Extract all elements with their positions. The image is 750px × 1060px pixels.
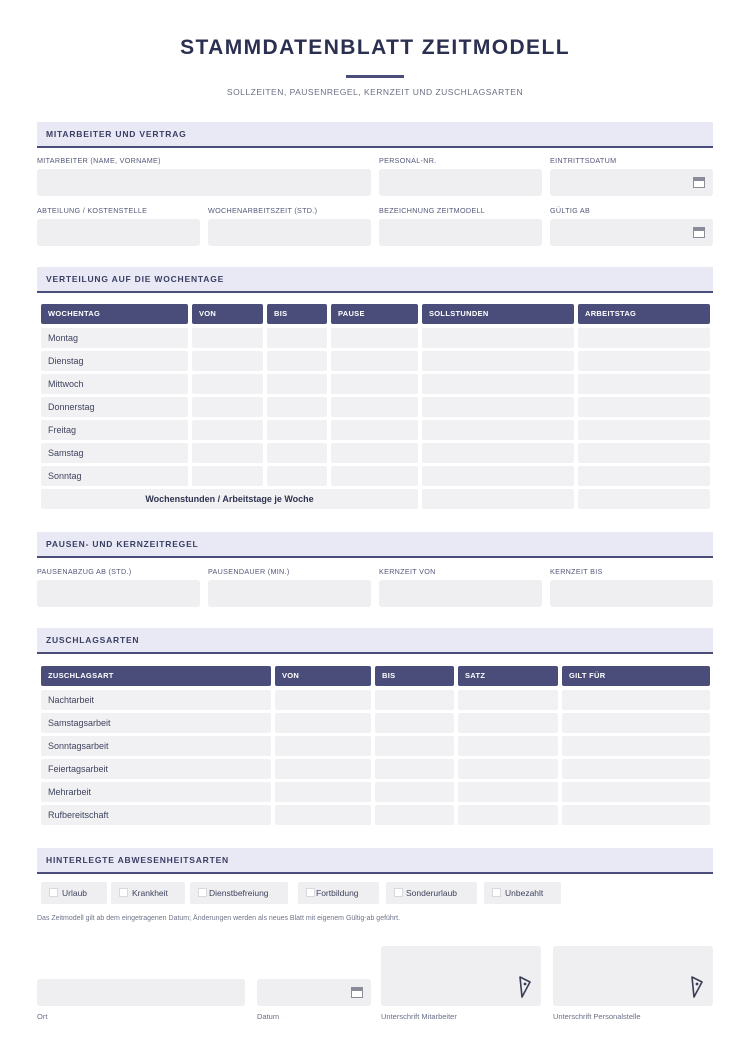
week-cell-bis[interactable] bbox=[267, 351, 327, 371]
surcharge-cell-bis[interactable] bbox=[375, 805, 454, 825]
label-name: MITARBEITER (NAME, VORNAME) bbox=[37, 156, 161, 165]
surcharge-cell-bis[interactable] bbox=[375, 736, 454, 756]
section-header-zuschlagsarten: ZUSCHLAGSARTEN bbox=[37, 628, 713, 654]
surcharge-cell-von[interactable] bbox=[275, 782, 371, 802]
label-unterschrift-mitarbeiter: Unterschrift Mitarbeiter bbox=[381, 1012, 457, 1021]
surcharge-cell-satz[interactable] bbox=[458, 805, 558, 825]
column-header-zuschlagsart: ZUSCHLAGSART bbox=[41, 666, 271, 686]
title-underline bbox=[346, 75, 404, 78]
signature-box-personalstelle[interactable] bbox=[553, 946, 713, 1006]
wochenarbeitszeit-field[interactable] bbox=[208, 219, 371, 246]
week-cell-pause[interactable] bbox=[331, 420, 418, 440]
name-field[interactable] bbox=[37, 169, 371, 196]
week-cell-sollstunden[interactable] bbox=[422, 374, 574, 394]
day-label: Sonntag bbox=[41, 466, 188, 486]
label-ort: Ort bbox=[37, 1012, 48, 1021]
column-header-bis: BIS bbox=[267, 304, 327, 324]
pen-nib-icon bbox=[517, 976, 531, 998]
checkbox-label: Dienstbefreiung bbox=[209, 888, 269, 898]
checkbox-label: Sonderurlaub bbox=[406, 888, 458, 898]
label-unterschrift-personalstelle: Unterschrift Personalstelle bbox=[553, 1012, 641, 1021]
surcharge-cell-gilt-fuer[interactable] bbox=[562, 690, 710, 710]
abteilung-field[interactable] bbox=[37, 219, 200, 246]
week-cell-sollstunden[interactable] bbox=[422, 466, 574, 486]
checkbox-box[interactable] bbox=[394, 888, 403, 897]
week-cell-pause[interactable] bbox=[331, 466, 418, 486]
surcharge-cell-von[interactable] bbox=[275, 759, 371, 779]
week-cell-arbeitstag[interactable] bbox=[578, 420, 710, 440]
label-eintrittsdatum: EINTRITTSDATUM bbox=[550, 156, 617, 165]
column-header-pause: PAUSE bbox=[331, 304, 418, 324]
signature-box-mitarbeiter[interactable] bbox=[381, 946, 541, 1006]
day-label: Samstag bbox=[41, 443, 188, 463]
section-header-abwesenheitsarten: HINTERLEGTE ABWESENHEITSARTEN bbox=[37, 848, 713, 874]
checkbox-box[interactable] bbox=[306, 888, 315, 897]
ort-field[interactable] bbox=[37, 979, 245, 1006]
week-cell-bis[interactable] bbox=[267, 397, 327, 417]
label-datum: Datum bbox=[257, 1012, 280, 1021]
surcharge-cell-satz[interactable] bbox=[458, 736, 558, 756]
week-cell-von[interactable] bbox=[192, 351, 263, 371]
checkbox-label: Fortbildung bbox=[316, 888, 359, 898]
surcharge-label: Sonntagsarbeit bbox=[41, 736, 271, 756]
surcharge-cell-gilt-fuer[interactable] bbox=[562, 759, 710, 779]
label-gueltig-ab: GÜLTIG AB bbox=[550, 206, 591, 215]
bezeichnung-field[interactable] bbox=[379, 219, 542, 246]
label-personal-nr: PERSONAL-NR. bbox=[379, 156, 437, 165]
section-header-wochentage: VERTEILUNG AUF DIE WOCHENTAGE bbox=[37, 267, 713, 293]
week-cell-arbeitstag[interactable] bbox=[578, 443, 710, 463]
week-cell-pause[interactable] bbox=[331, 443, 418, 463]
label-kernzeit-von: KERNZEIT VON bbox=[379, 567, 436, 576]
surcharge-label: Rufbereitschaft bbox=[41, 805, 271, 825]
day-label: Dienstag bbox=[41, 351, 188, 371]
checkbox-krankheit[interactable] bbox=[111, 882, 185, 904]
column-header-bis: BIS bbox=[375, 666, 454, 686]
calendar-icon[interactable] bbox=[693, 227, 705, 238]
week-cell-bis[interactable] bbox=[267, 328, 327, 348]
surcharge-cell-gilt-fuer[interactable] bbox=[562, 782, 710, 802]
surcharge-cell-von[interactable] bbox=[275, 736, 371, 756]
week-cell-pause[interactable] bbox=[331, 328, 418, 348]
surcharge-cell-von[interactable] bbox=[275, 805, 371, 825]
kernzeit-bis-field[interactable] bbox=[550, 580, 713, 607]
checkbox-label: Krankheit bbox=[132, 888, 168, 898]
datum-field[interactable] bbox=[257, 979, 371, 1006]
week-cell-von[interactable] bbox=[192, 374, 263, 394]
column-header-satz: SATZ bbox=[458, 666, 558, 686]
surcharge-cell-satz[interactable] bbox=[458, 759, 558, 779]
week-cell-arbeitstag[interactable] bbox=[578, 374, 710, 394]
surcharge-label: Nachtarbeit bbox=[41, 690, 271, 710]
surcharge-label: Samstagsarbeit bbox=[41, 713, 271, 733]
day-label: Mittwoch bbox=[41, 374, 188, 394]
week-cell-von[interactable] bbox=[192, 328, 263, 348]
week-cell-bis[interactable] bbox=[267, 420, 327, 440]
week-cell-von[interactable] bbox=[192, 443, 263, 463]
pausendauer-field[interactable] bbox=[208, 580, 371, 607]
day-label: Donnerstag bbox=[41, 397, 188, 417]
column-header-sollstunden: SOLLSTUNDEN bbox=[422, 304, 574, 324]
surcharge-label: Mehrarbeit bbox=[41, 782, 271, 802]
gueltig-ab-field[interactable] bbox=[550, 219, 713, 246]
label-wochenarbeitszeit: WOCHENARBEITSZEIT (STD.) bbox=[208, 206, 318, 215]
surcharge-cell-gilt-fuer[interactable] bbox=[562, 713, 710, 733]
validity-note: Das Zeitmodell gilt ab dem eingetragenen Datum; Änderungen werden als neues Blatt mit eigenem Gültig-ab geführt. bbox=[37, 915, 401, 922]
surcharge-cell-gilt-fuer[interactable] bbox=[562, 736, 710, 756]
page-subtitle: SOLLZEITEN, PAUSENREGEL, KERNZEIT UND ZUSCHLAGSARTEN bbox=[226, 87, 524, 97]
week-cell-bis[interactable] bbox=[267, 466, 327, 486]
column-header-arbeitstag: ARBEITSTAG bbox=[578, 304, 710, 324]
surcharge-cell-von[interactable] bbox=[275, 690, 371, 710]
surcharge-cell-bis[interactable] bbox=[375, 759, 454, 779]
summary-sollstunden-cell[interactable] bbox=[422, 489, 574, 509]
column-header-gilt-fuer: GILT FÜR bbox=[562, 666, 710, 686]
column-header-von: VON bbox=[275, 666, 371, 686]
week-cell-von[interactable] bbox=[192, 466, 263, 486]
surcharge-cell-bis[interactable] bbox=[375, 782, 454, 802]
eintrittsdatum-field[interactable] bbox=[550, 169, 713, 196]
week-cell-arbeitstag[interactable] bbox=[578, 466, 710, 486]
week-cell-arbeitstag[interactable] bbox=[578, 397, 710, 417]
checkbox-box[interactable] bbox=[198, 888, 207, 897]
checkbox-fortbildung[interactable] bbox=[298, 882, 379, 904]
week-cell-arbeitstag[interactable] bbox=[578, 351, 710, 371]
surcharge-cell-bis[interactable] bbox=[375, 713, 454, 733]
week-cell-von[interactable] bbox=[192, 420, 263, 440]
surcharge-cell-satz[interactable] bbox=[458, 782, 558, 802]
checkbox-unbezahlt[interactable] bbox=[484, 882, 561, 904]
checkbox-sonderurlaub[interactable] bbox=[386, 882, 477, 904]
checkbox-box[interactable] bbox=[119, 888, 128, 897]
surcharge-cell-satz[interactable] bbox=[458, 713, 558, 733]
personal-nr-field[interactable] bbox=[379, 169, 542, 196]
week-cell-sollstunden[interactable] bbox=[422, 420, 574, 440]
surcharge-label: Feiertagsarbeit bbox=[41, 759, 271, 779]
section-header-mitarbeiter: MITARBEITER UND VERTRAG bbox=[37, 122, 713, 148]
calendar-icon[interactable] bbox=[693, 177, 705, 188]
label-kernzeit-bis: KERNZEIT BIS bbox=[550, 567, 603, 576]
surcharge-cell-satz[interactable] bbox=[458, 690, 558, 710]
week-cell-pause[interactable] bbox=[331, 397, 418, 417]
checkbox-dienstbefreiung[interactable] bbox=[190, 882, 288, 904]
checkbox-label: Urlaub bbox=[62, 888, 88, 898]
surcharge-cell-bis[interactable] bbox=[375, 690, 454, 710]
checkbox-box[interactable] bbox=[492, 888, 501, 897]
week-cell-von[interactable] bbox=[192, 397, 263, 417]
week-cell-pause[interactable] bbox=[331, 374, 418, 394]
calendar-icon[interactable] bbox=[351, 987, 363, 998]
week-cell-bis[interactable] bbox=[267, 374, 327, 394]
page-title: STAMMDATENBLATT ZEITMODELL bbox=[180, 36, 570, 59]
surcharge-cell-gilt-fuer[interactable] bbox=[562, 805, 710, 825]
week-summary-label: Wochenstunden / Arbeitstage je Woche bbox=[41, 489, 418, 509]
column-header-von: VON bbox=[192, 304, 263, 324]
week-cell-bis[interactable] bbox=[267, 443, 327, 463]
week-cell-sollstunden[interactable] bbox=[422, 351, 574, 371]
pausenabzug-field[interactable] bbox=[37, 580, 200, 607]
checkbox-urlaub[interactable] bbox=[41, 882, 107, 904]
week-cell-sollstunden[interactable] bbox=[422, 328, 574, 348]
day-label: Montag bbox=[41, 328, 188, 348]
label-bezeichnung: BEZEICHNUNG ZEITMODELL bbox=[379, 206, 486, 215]
week-cell-pause[interactable] bbox=[331, 351, 418, 371]
day-label: Freitag bbox=[41, 420, 188, 440]
section-header-pausen: PAUSEN- UND KERNZEITREGEL bbox=[37, 532, 713, 558]
pen-nib-icon bbox=[689, 976, 703, 998]
kernzeit-von-field[interactable] bbox=[379, 580, 542, 607]
surcharge-cell-von[interactable] bbox=[275, 713, 371, 733]
label-abteilung: ABTEILUNG / KOSTENSTELLE bbox=[37, 206, 148, 215]
label-pausendauer: PAUSENDAUER (MIN.) bbox=[208, 567, 290, 576]
checkbox-box[interactable] bbox=[49, 888, 58, 897]
week-cell-sollstunden[interactable] bbox=[422, 443, 574, 463]
summary-arbeitstage-cell[interactable] bbox=[578, 489, 710, 509]
column-header-wochentag: WOCHENTAG bbox=[41, 304, 188, 324]
week-cell-arbeitstag[interactable] bbox=[578, 328, 710, 348]
label-pausenabzug: PAUSENABZUG AB (STD.) bbox=[37, 567, 132, 576]
week-cell-sollstunden[interactable] bbox=[422, 397, 574, 417]
checkbox-label: Unbezahlt bbox=[505, 888, 544, 898]
